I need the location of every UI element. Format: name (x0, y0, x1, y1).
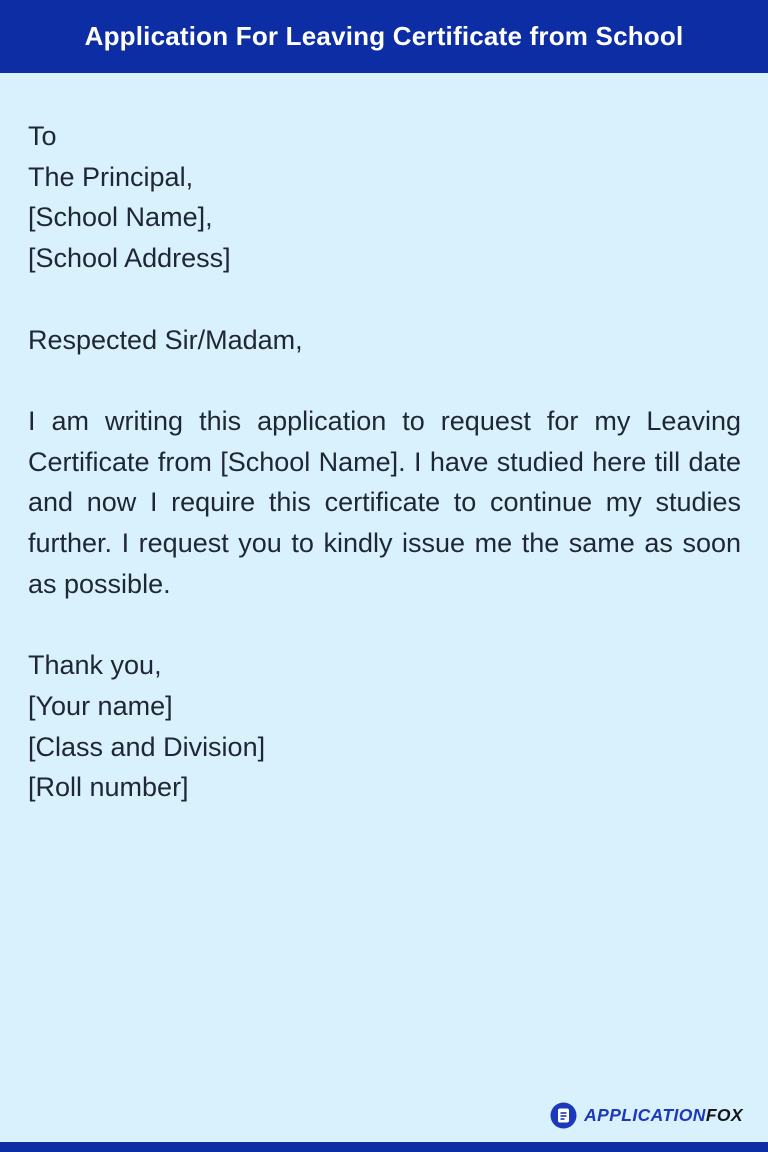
letter-content (0, 73, 768, 808)
recipient-line: [School Name], (28, 202, 213, 233)
brand-wordmark-primary: APPLICATION (584, 1105, 706, 1125)
brand-wordmark-secondary: FOX (705, 1105, 743, 1125)
closing-line: [Roll number] (28, 772, 189, 803)
closing-line: [Your name] (28, 690, 173, 721)
applicationfox-logo (550, 1102, 743, 1129)
closing-block (28, 645, 741, 808)
bottom-accent-bar (0, 1142, 768, 1152)
recipient-line: To (28, 121, 57, 151)
closing-line: [Class and Division] (28, 731, 266, 762)
salutation: Respected Sir/Madam, (28, 324, 303, 355)
title-banner (0, 0, 768, 73)
document-icon (550, 1102, 577, 1129)
recipient-block (28, 116, 741, 279)
recipient-line: [School Address] (28, 243, 231, 274)
page-title: Application For Leaving Certificate from School (84, 21, 684, 51)
recipient-line: The Principal, (28, 161, 194, 192)
closing-line: Thank you, (28, 650, 162, 681)
brand-wordmark (584, 1105, 743, 1126)
body-paragraph: I am writing this application to request for my Leaving Certificate from [School Name]. I have studied here till date and now I require this certificate to continue my studies further. I request you to kindly issue me the same as soon as possible. (28, 405, 741, 599)
